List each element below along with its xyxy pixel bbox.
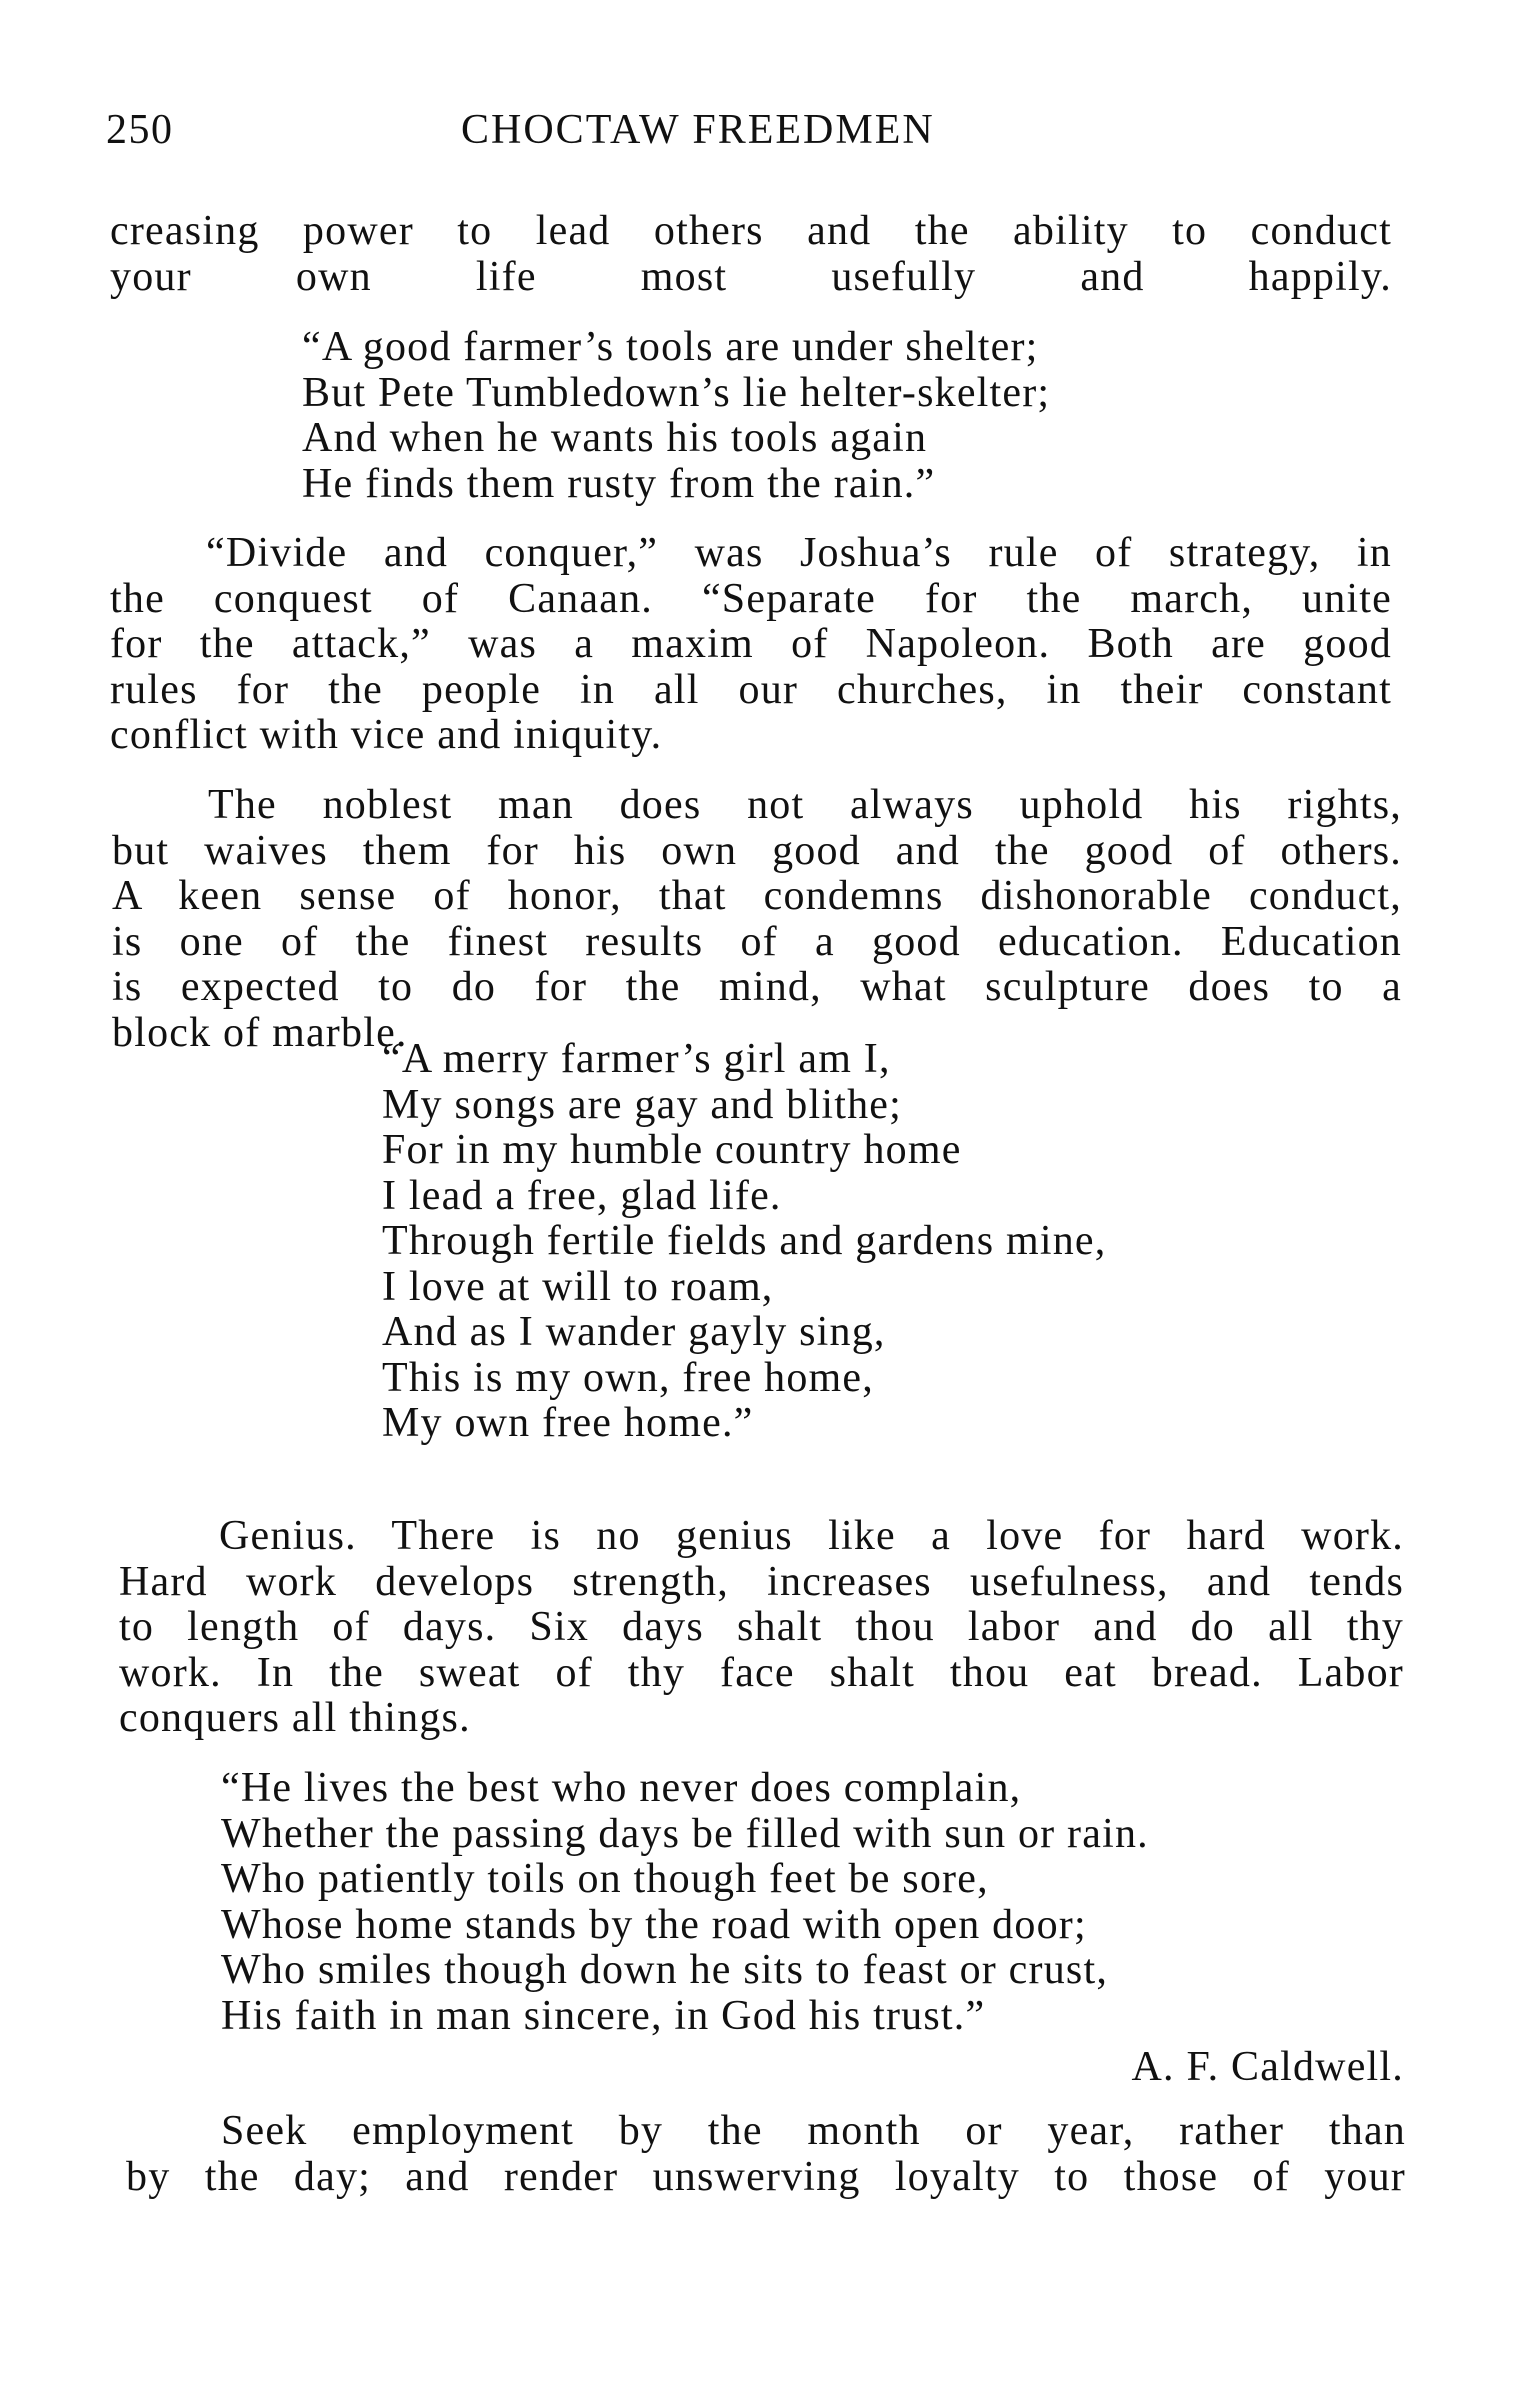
text-line: Hard work develops strength, increases usefulness, and tends	[119, 1558, 1404, 1605]
paragraph-genius	[119, 1514, 1404, 1742]
paragraph-continuation	[110, 209, 1392, 300]
paragraph-divide-and-conquer	[110, 531, 1392, 759]
text-line: A. F. Caldwell.	[1131, 2044, 1404, 2090]
text-line: For in my humble country home	[382, 1127, 962, 1173]
poem-attribution	[1132, 2045, 1404, 2091]
text-line: My songs are gay and blithe;	[382, 1081, 903, 1128]
text-line: for the attack,” was a maxim of Napoleon. Both are good	[110, 621, 1392, 667]
text-line: conquers all things.	[119, 1695, 471, 1741]
text-line: by the day; and render unswerving loyalty to those of your	[126, 2153, 1406, 2200]
running-title: CHOCTAW FREEDMEN	[461, 107, 935, 153]
page-number: 250	[106, 107, 174, 153]
text-line: to length of days. Six days shalt thou labor and do all thy	[119, 1604, 1404, 1650]
text-line: creasing power to lead others and the ability to conduct	[110, 208, 1392, 254]
poem-he-lives-the-best	[221, 1766, 1149, 2039]
text-line: I lead a free, glad life.	[382, 1172, 782, 1219]
text-line: Whose home stands by the road with open door;	[221, 1901, 1087, 1948]
text-line: the conquest of Canaan. “Separate for the march, unite	[110, 575, 1392, 622]
text-line: is one of the finest results of a good education. Education	[112, 918, 1402, 965]
text-line: And as I wander gayly sing,	[382, 1309, 886, 1355]
text-line: And when he wants his tools again	[302, 415, 928, 461]
poem-merry-farmers-girl	[382, 1037, 1106, 1447]
text-line: “A merry farmer’s girl am I,	[382, 1036, 891, 1082]
text-line: “He lives the best who never does complain,	[221, 1765, 1022, 1811]
text-line: block of marble.	[112, 1009, 408, 1056]
paragraph-noblest-man	[112, 783, 1402, 1056]
text-line: My own free home.”	[382, 1400, 754, 1446]
text-line: but waives them for his own good and the good of others.	[112, 827, 1402, 874]
poem-farmer-tools	[302, 325, 1050, 507]
text-line: His faith in man sincere, in God his trust.”	[221, 1992, 986, 2039]
text-line: A keen sense of honor, that condemns dishonorable conduct,	[112, 873, 1402, 919]
text-line: Through fertile fields and gardens mine,	[382, 1218, 1107, 1264]
text-line: But Pete Tumbledown’s lie helter-skelter;	[302, 369, 1051, 416]
text-line: work. In the sweat of thy face shalt thou eat bread. Labor	[119, 1649, 1404, 1696]
text-line: conflict with vice and iniquity.	[110, 712, 663, 758]
text-line: rules for the people in all our churches, in their constant	[110, 666, 1392, 713]
text-line: Who patiently toils on though feet be sore,	[221, 1856, 989, 1902]
text-line: Seek employment by the month or year, rather than	[221, 2108, 1406, 2154]
text-line: He finds them rusty from the rain.”	[302, 460, 936, 507]
text-line: “A good farmer’s tools are under shelter;	[302, 324, 1039, 370]
text-line: Genius. There is no genius like a love for hard work.	[219, 1513, 1404, 1559]
text-line: your own life most usefully and happily.	[110, 253, 1392, 300]
text-line: is expected to do for the mind, what sculpture does to a	[112, 964, 1402, 1010]
text-line: The noblest man does not always uphold his rights,	[208, 782, 1402, 828]
text-line: Whether the passing days be filled with sun or rain.	[221, 1810, 1149, 1857]
text-line: Who smiles though down he sits to feast or crust,	[221, 1947, 1109, 1993]
text-line: “Divide and conquer,” was Joshua’s rule of strategy, in	[206, 530, 1392, 576]
paragraph-seek-employment	[126, 2109, 1406, 2200]
text-line: This is my own, free home,	[382, 1354, 874, 1401]
text-line: I love at will to roam,	[382, 1263, 774, 1310]
